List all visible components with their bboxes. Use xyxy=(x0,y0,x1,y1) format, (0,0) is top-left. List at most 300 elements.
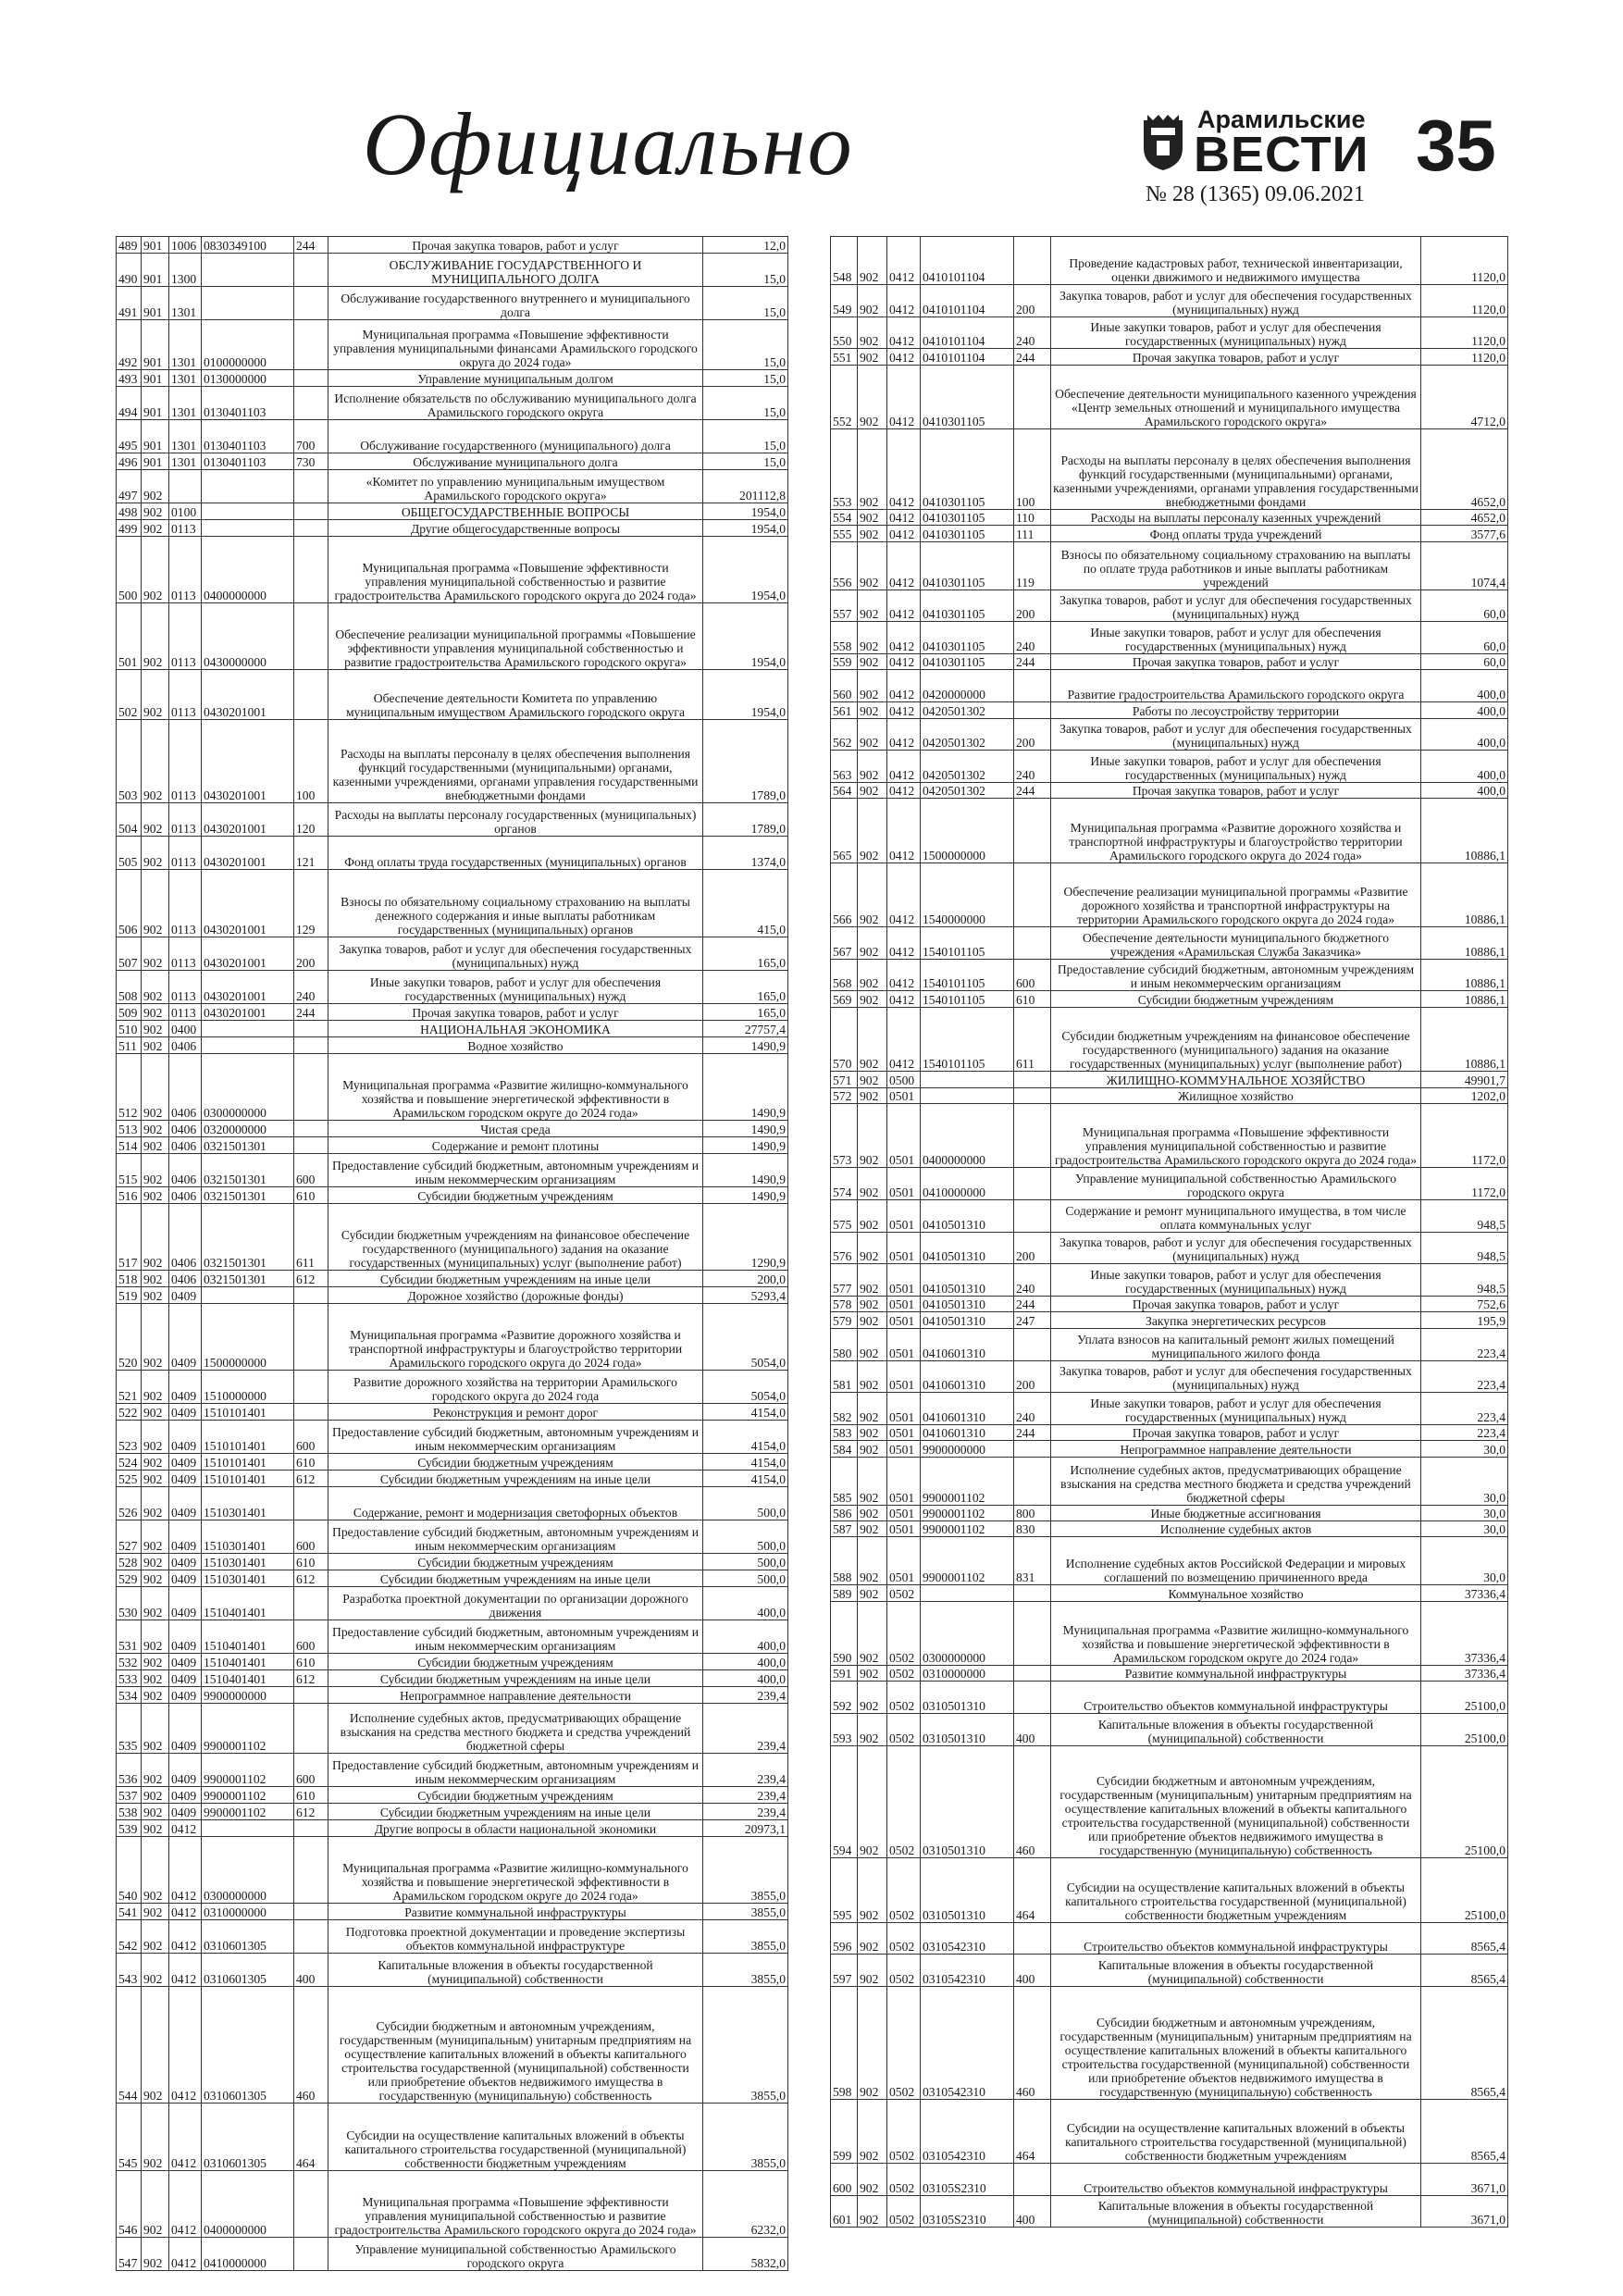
section-code-cell: 0412 xyxy=(169,1920,202,1954)
amount-cell: 400,0 xyxy=(1421,782,1508,798)
target-article-code-cell: 0400000000 xyxy=(921,1103,1014,1167)
table-row xyxy=(117,803,788,837)
expense-type-code-cell: 200 xyxy=(1014,1360,1051,1393)
amount-cell: 1490,9 xyxy=(703,1053,788,1120)
section-code-cell: 0406 xyxy=(169,1203,202,1270)
section-code-cell: 0412 xyxy=(887,509,921,525)
table-row xyxy=(117,970,788,1003)
table-row xyxy=(831,927,1508,960)
amount-cell: 4712,0 xyxy=(1421,365,1508,428)
table-row xyxy=(117,1470,788,1486)
amount-cell: 1290,9 xyxy=(703,1203,788,1270)
table-row xyxy=(831,1714,1508,1746)
row-number-cell: 598 xyxy=(831,1987,858,2099)
target-article-code-cell: 0430201001 xyxy=(202,670,294,720)
ministry-code-cell: 902 xyxy=(858,590,887,622)
table-row xyxy=(117,2170,788,2237)
expense-type-code-cell: 400 xyxy=(1014,1714,1051,1746)
expense-type-code-cell: 464 xyxy=(294,2104,328,2170)
ministry-code-cell: 902 xyxy=(858,622,887,654)
expense-type-code-cell xyxy=(294,1587,328,1620)
ministry-code-cell: 902 xyxy=(858,2099,887,2163)
row-number-cell: 558 xyxy=(831,622,858,654)
target-article-code-cell xyxy=(202,1020,294,1036)
expense-type-code-cell xyxy=(1014,1200,1051,1233)
item-name-cell: ОБЩЕГОСУДАРСТВЕННЫЕ ВОПРОСЫ xyxy=(328,503,703,520)
table-row xyxy=(117,1920,788,1954)
section-code-cell: 0502 xyxy=(887,2164,921,2196)
ministry-code-cell: 902 xyxy=(858,959,887,991)
amount-cell: 1120,0 xyxy=(1421,316,1508,349)
section-code-cell: 0113 xyxy=(169,970,202,1003)
row-number-cell: 536 xyxy=(117,1754,142,1787)
row-number-cell: 491 xyxy=(117,287,142,320)
amount-cell: 1490,9 xyxy=(703,1186,788,1203)
item-name-cell: Субсидии бюджетным учреждениям xyxy=(328,1554,703,1570)
section-code-cell: 0501 xyxy=(887,1232,921,1264)
row-number-cell: 554 xyxy=(831,509,858,525)
ministry-code-cell: 902 xyxy=(858,1666,887,1682)
item-name-cell: Предоставление субсидий бюджетным, автономным учреждениям и иным некоммерческим организациям xyxy=(1051,959,1421,991)
ministry-code-cell: 902 xyxy=(142,1520,169,1554)
table-row xyxy=(831,526,1508,541)
target-article-code-cell: 1510301401 xyxy=(202,1520,294,1554)
expense-type-code-cell: 244 xyxy=(1014,1424,1051,1440)
table-row xyxy=(117,320,788,370)
row-number-cell: 532 xyxy=(117,1654,142,1670)
ministry-code-cell: 902 xyxy=(142,1420,169,1453)
amount-cell: 15,0 xyxy=(703,287,788,320)
section-code-cell: 0113 xyxy=(169,870,202,937)
row-number-cell: 542 xyxy=(117,1920,142,1954)
section-code-cell: 0412 xyxy=(887,927,921,960)
amount-cell: 25100,0 xyxy=(1421,1682,1508,1714)
expense-type-code-cell: 240 xyxy=(1014,1264,1051,1297)
row-number-cell: 523 xyxy=(117,1420,142,1453)
row-number-cell: 507 xyxy=(117,937,142,970)
amount-cell: 27757,4 xyxy=(703,1020,788,1036)
target-article-code-cell: 0310601305 xyxy=(202,1954,294,1987)
table-row xyxy=(831,2195,1508,2228)
row-number-cell: 525 xyxy=(117,1470,142,1486)
expense-type-code-cell xyxy=(294,2237,328,2270)
target-article-code-cell: 0410301105 xyxy=(921,622,1014,654)
table-row xyxy=(831,654,1508,670)
item-name-cell: Субсидии бюджетным и автономным учреждениям, государственным (муниципальным) унитарным предприятиям на осуществление капитальных вложений в объекты капитального строительства государственной (муниципальной) собственности или приобретение объектов недвижимого имущества в государственную (муниципальную) собственность xyxy=(1051,1987,1421,2099)
amount-cell: 400,0 xyxy=(1421,702,1508,718)
section-code-cell: 0501 xyxy=(887,1457,921,1505)
item-name-cell: Муниципальная программа «Развитие жилищно-коммунального хозяйства и повышение энергетической эффективности в Арамильском городском округе до 2024 года» xyxy=(328,1837,703,1904)
section-code-cell: 0412 xyxy=(887,702,921,718)
ministry-code-cell: 902 xyxy=(858,1424,887,1440)
item-name-cell: Управление муниципальной собственностью Арамильского городского округа xyxy=(328,2237,703,2270)
section-code-cell: 0100 xyxy=(169,503,202,520)
expense-type-code-cell: 600 xyxy=(294,1520,328,1554)
row-number-cell: 565 xyxy=(831,799,858,863)
section-code-cell: 0406 xyxy=(169,1120,202,1136)
target-article-code-cell: 0400000000 xyxy=(202,537,294,603)
expense-type-code-cell: 610 xyxy=(294,1453,328,1470)
item-name-cell: Прочая закупка товаров, работ и услуг xyxy=(1051,654,1421,670)
table-row xyxy=(117,1453,788,1470)
target-article-code-cell: 0410000000 xyxy=(202,2237,294,2270)
table-row xyxy=(117,287,788,320)
row-number-cell: 583 xyxy=(831,1424,858,1440)
table-row xyxy=(117,1570,788,1587)
expense-type-code-cell: 200 xyxy=(1014,1232,1051,1264)
target-article-code-cell: 0321501301 xyxy=(202,1186,294,1203)
table-row xyxy=(117,387,788,420)
target-article-code-cell: 0130401103 xyxy=(202,420,294,453)
table-row xyxy=(831,1666,1508,1682)
row-number-cell: 577 xyxy=(831,1264,858,1297)
section-code-cell: 0409 xyxy=(169,1754,202,1787)
expense-type-code-cell: 464 xyxy=(1014,2099,1051,2163)
target-article-code-cell: 1510101401 xyxy=(202,1420,294,1453)
section-code-cell: 0409 xyxy=(169,1620,202,1654)
ministry-code-cell: 902 xyxy=(142,1053,169,1120)
row-number-cell: 529 xyxy=(117,1570,142,1587)
section-code-cell: 0412 xyxy=(169,1987,202,2104)
amount-cell: 1120,0 xyxy=(1421,237,1508,285)
table-row xyxy=(831,959,1508,991)
target-article-code-cell: 1500000000 xyxy=(921,799,1014,863)
target-article-code-cell: 9900001102 xyxy=(921,1537,1014,1585)
section-code-cell: 0409 xyxy=(169,1554,202,1570)
expense-type-code-cell: 119 xyxy=(1014,541,1051,590)
ministry-code-cell: 902 xyxy=(142,1787,169,1804)
item-name-cell: Субсидии на осуществление капитальных вложений в объекты капитального строительства государственной (муниципальной) собственности бюджетным учреждениям xyxy=(328,2104,703,2170)
ministry-code-cell: 902 xyxy=(142,1120,169,1136)
amount-cell: 4652,0 xyxy=(1421,509,1508,525)
row-number-cell: 579 xyxy=(831,1312,858,1328)
table-row xyxy=(831,1360,1508,1393)
ministry-code-cell: 902 xyxy=(858,1585,887,1601)
table-row xyxy=(117,1754,788,1787)
ministry-code-cell: 902 xyxy=(142,1837,169,1904)
section-code-cell: 0409 xyxy=(169,1403,202,1420)
expense-type-code-cell xyxy=(294,1486,328,1520)
row-number-cell: 493 xyxy=(117,370,142,387)
row-number-cell: 519 xyxy=(117,1286,142,1303)
section-code-cell: 1301 xyxy=(169,320,202,370)
section-code-cell: 0113 xyxy=(169,937,202,970)
ministry-code-cell: 902 xyxy=(858,349,887,365)
expense-type-code-cell: 831 xyxy=(1014,1537,1051,1585)
table-row xyxy=(831,509,1508,525)
table-row xyxy=(117,1486,788,1520)
row-number-cell: 510 xyxy=(117,1020,142,1036)
target-article-code-cell: 0300000000 xyxy=(202,1837,294,1904)
ministry-code-cell: 902 xyxy=(142,970,169,1003)
row-number-cell: 538 xyxy=(117,1804,142,1820)
table-row xyxy=(831,799,1508,863)
target-article-code-cell: 0430201001 xyxy=(202,837,294,870)
table-row xyxy=(117,2104,788,2170)
item-name-cell: Субсидии бюджетным учреждениям на иные цели xyxy=(328,1670,703,1687)
expense-type-code-cell: 110 xyxy=(1014,509,1051,525)
target-article-code-cell: 0420501302 xyxy=(921,782,1014,798)
table-row xyxy=(831,1072,1508,1087)
item-name-cell: Дорожное хозяйство (дорожные фонды) xyxy=(328,1286,703,1303)
expense-type-code-cell xyxy=(294,1120,328,1136)
target-article-code-cell: 0310542310 xyxy=(921,1955,1014,1987)
ministry-code-cell: 902 xyxy=(858,654,887,670)
amount-cell: 20973,1 xyxy=(703,1820,788,1837)
expense-type-code-cell xyxy=(294,1286,328,1303)
item-name-cell: НАЦИОНАЛЬНАЯ ЭКОНОМИКА xyxy=(328,1020,703,1036)
row-number-cell: 601 xyxy=(831,2195,858,2228)
amount-cell: 500,0 xyxy=(703,1486,788,1520)
item-name-cell: Субсидии бюджетным учреждениям на иные цели xyxy=(328,1270,703,1286)
expense-type-code-cell xyxy=(1014,2164,1051,2196)
table-row xyxy=(831,1987,1508,2099)
target-article-code-cell: 0320000000 xyxy=(202,1120,294,1136)
amount-cell: 415,0 xyxy=(703,870,788,937)
section-code-cell: 0501 xyxy=(887,1360,921,1393)
ministry-code-cell: 902 xyxy=(142,1020,169,1036)
expense-type-code-cell: 600 xyxy=(294,1153,328,1186)
item-name-cell: Прочая закупка товаров, работ и услуг xyxy=(1051,1297,1421,1312)
target-article-code-cell: 1510101401 xyxy=(202,1403,294,1420)
target-article-code-cell: 0310601305 xyxy=(202,1920,294,1954)
row-number-cell: 592 xyxy=(831,1682,858,1714)
item-name-cell: Строительство объектов коммунальной инфраструктуры xyxy=(1051,1682,1421,1714)
section-code-cell: 0412 xyxy=(887,782,921,798)
table-row xyxy=(831,1682,1508,1714)
amount-cell: 223,4 xyxy=(1421,1360,1508,1393)
ministry-code-cell: 902 xyxy=(142,1654,169,1670)
item-name-cell: Закупка товаров, работ и услуг для обеспечения государственных (муниципальных) нужд xyxy=(1051,590,1421,622)
amount-cell: 3855,0 xyxy=(703,1987,788,2104)
item-name-cell: Расходы на выплаты персоналу государственных (муниципальных) органов xyxy=(328,803,703,837)
table-row xyxy=(117,1203,788,1270)
table-row xyxy=(117,420,788,453)
table-row xyxy=(831,1232,1508,1264)
amount-cell: 30,0 xyxy=(1421,1521,1508,1537)
item-name-cell: «Комитет по управлению муниципальным имуществом Арамильского городского округа» xyxy=(328,470,703,503)
section-code-cell: 0412 xyxy=(887,991,921,1007)
row-number-cell: 506 xyxy=(117,870,142,937)
amount-cell: 37336,4 xyxy=(1421,1666,1508,1682)
amount-cell: 1954,0 xyxy=(703,520,788,537)
section-code-cell: 0409 xyxy=(169,1286,202,1303)
table-row xyxy=(117,1787,788,1804)
item-name-cell: Муниципальная программа «Развитие дорожного хозяйства и транспортной инфраструктуры и благоустройство территории Арамильского городского округа до 2024 года» xyxy=(1051,799,1421,863)
ministry-code-cell: 902 xyxy=(858,1922,887,1955)
amount-cell: 25100,0 xyxy=(1421,1714,1508,1746)
amount-cell: 1789,0 xyxy=(703,803,788,837)
amount-cell: 223,4 xyxy=(1421,1328,1508,1360)
row-number-cell: 569 xyxy=(831,991,858,1007)
ministry-code-cell: 902 xyxy=(858,782,887,798)
table-row xyxy=(831,237,1508,285)
table-row xyxy=(831,1858,1508,1922)
target-article-code-cell: 0130401103 xyxy=(202,453,294,470)
ministry-code-cell: 902 xyxy=(858,1601,887,1665)
section-code-cell: 0502 xyxy=(887,1585,921,1601)
target-article-code-cell: 0430201001 xyxy=(202,937,294,970)
expense-type-code-cell: 244 xyxy=(1014,349,1051,365)
table-row xyxy=(117,254,788,287)
expense-type-code-cell: 240 xyxy=(1014,1393,1051,1425)
amount-cell: 3671,0 xyxy=(1421,2164,1508,2196)
expense-type-code-cell: 730 xyxy=(294,453,328,470)
item-name-cell: Субсидии бюджетным учреждениям xyxy=(328,1186,703,1203)
amount-cell: 1954,0 xyxy=(703,670,788,720)
amount-cell: 1954,0 xyxy=(703,537,788,603)
target-article-code-cell: 0430201001 xyxy=(202,870,294,937)
target-article-code-cell: 9900001102 xyxy=(202,1804,294,1820)
amount-cell: 60,0 xyxy=(1421,622,1508,654)
row-number-cell: 568 xyxy=(831,959,858,991)
expense-type-code-cell xyxy=(294,370,328,387)
item-name-cell: Другие вопросы в области национальной экономики xyxy=(328,1820,703,1837)
ministry-code-cell: 902 xyxy=(142,1620,169,1654)
amount-cell: 10886,1 xyxy=(1421,1007,1508,1071)
table-row xyxy=(117,1837,788,1904)
section-code-cell: 0409 xyxy=(169,1570,202,1587)
row-number-cell: 559 xyxy=(831,654,858,670)
table-row xyxy=(831,429,1508,510)
row-number-cell: 540 xyxy=(117,1837,142,1904)
table-row xyxy=(117,1036,788,1053)
table-row xyxy=(117,1587,788,1620)
row-number-cell: 498 xyxy=(117,503,142,520)
table-row xyxy=(117,1136,788,1153)
target-article-code-cell: 0420501302 xyxy=(921,718,1014,751)
item-name-cell: ЖИЛИЩНО-КОММУНАЛЬНОЕ ХОЗЯЙСТВО xyxy=(1051,1072,1421,1087)
expense-type-code-cell: 612 xyxy=(294,1804,328,1820)
section-code-cell: 1301 xyxy=(169,453,202,470)
table-row xyxy=(831,1297,1508,1312)
expense-type-code-cell: 244 xyxy=(294,1003,328,1020)
table-row xyxy=(831,1601,1508,1665)
target-article-code-cell xyxy=(202,503,294,520)
amount-cell: 165,0 xyxy=(703,970,788,1003)
amount-cell: 10886,1 xyxy=(1421,863,1508,926)
item-name-cell: Предоставление субсидий бюджетным, автономным учреждениям и иным некоммерческим организациям xyxy=(328,1153,703,1186)
ministry-code-cell: 902 xyxy=(858,927,887,960)
expense-type-code-cell xyxy=(1014,1103,1051,1167)
expense-type-code-cell xyxy=(294,320,328,370)
item-name-cell: Взносы по обязательному социальному страхованию на выплаты по оплате труда работников и иные выплаты работникам учреждений xyxy=(1051,541,1421,590)
item-name-cell: Коммунальное хозяйство xyxy=(1051,1585,1421,1601)
row-number-cell: 520 xyxy=(117,1303,142,1370)
table-row xyxy=(117,1670,788,1687)
item-name-cell: Иные закупки товаров, работ и услуг для обеспечения государственных (муниципальных) нужд xyxy=(1051,1393,1421,1425)
section-code-cell: 0409 xyxy=(169,1470,202,1486)
expense-type-code-cell xyxy=(1014,1087,1051,1103)
target-article-code-cell xyxy=(921,1087,1014,1103)
table-row xyxy=(831,1441,1508,1457)
section-code-cell: 0412 xyxy=(169,1837,202,1904)
table-row xyxy=(117,2237,788,2270)
target-article-code-cell: 0430201001 xyxy=(202,720,294,803)
table-row xyxy=(117,1270,788,1286)
ministry-code-cell: 902 xyxy=(858,1441,887,1457)
row-number-cell: 513 xyxy=(117,1120,142,1136)
ministry-code-cell: 902 xyxy=(142,1470,169,1486)
item-name-cell: Обслуживание государственного (муниципального) долга xyxy=(328,420,703,453)
section-code-cell: 0412 xyxy=(169,1904,202,1920)
ministry-code-cell: 902 xyxy=(142,1303,169,1370)
section-code-cell: 0409 xyxy=(169,1670,202,1687)
ministry-code-cell: 902 xyxy=(142,1687,169,1704)
row-number-cell: 553 xyxy=(831,429,858,510)
expense-type-code-cell xyxy=(294,1020,328,1036)
table-row xyxy=(831,2099,1508,2163)
row-number-cell: 576 xyxy=(831,1232,858,1264)
expense-type-code-cell: 120 xyxy=(294,803,328,837)
target-article-code-cell: 0310501310 xyxy=(921,1682,1014,1714)
target-article-code-cell: 0310601305 xyxy=(202,1987,294,2104)
amount-cell: 400,0 xyxy=(703,1654,788,1670)
expense-type-code-cell: 460 xyxy=(294,1987,328,2104)
row-number-cell: 535 xyxy=(117,1704,142,1754)
section-code-cell: 0113 xyxy=(169,520,202,537)
item-name-cell: Другие общегосударственные вопросы xyxy=(328,520,703,537)
row-number-cell: 501 xyxy=(117,603,142,670)
expense-type-code-cell: 464 xyxy=(1014,1858,1051,1922)
ministry-code-cell: 902 xyxy=(142,1570,169,1587)
ministry-code-cell: 901 xyxy=(142,320,169,370)
section-code-cell: 0502 xyxy=(887,2099,921,2163)
target-article-code-cell: 0300000000 xyxy=(202,1053,294,1120)
target-article-code-cell: 0430000000 xyxy=(202,603,294,670)
item-name-cell: Субсидии бюджетным учреждениям xyxy=(328,1453,703,1470)
ministry-code-cell: 902 xyxy=(858,526,887,541)
ministry-code-cell: 902 xyxy=(142,1003,169,1020)
section-code-cell: 0412 xyxy=(887,654,921,670)
table-row xyxy=(831,590,1508,622)
amount-cell: 400,0 xyxy=(1421,670,1508,702)
section-code-cell: 0409 xyxy=(169,1303,202,1370)
target-article-code-cell xyxy=(202,470,294,503)
expense-type-code-cell: 611 xyxy=(1014,1007,1051,1071)
item-name-cell: Развитие дорожного хозяйства на территории Арамильского городского округа до 2024 года xyxy=(328,1370,703,1403)
table-row xyxy=(831,1424,1508,1440)
row-number-cell: 586 xyxy=(831,1505,858,1520)
ministry-code-cell: 902 xyxy=(858,285,887,317)
amount-cell: 5054,0 xyxy=(703,1370,788,1403)
section-code-cell: 0409 xyxy=(169,1687,202,1704)
target-article-code-cell: 0300000000 xyxy=(921,1601,1014,1665)
ministry-code-cell: 902 xyxy=(858,1087,887,1103)
table-row xyxy=(831,1168,1508,1200)
expense-type-code-cell: 240 xyxy=(1014,751,1051,783)
expense-type-code-cell: 244 xyxy=(1014,654,1051,670)
amount-cell: 4154,0 xyxy=(703,1420,788,1453)
ministry-code-cell: 902 xyxy=(858,1072,887,1087)
row-number-cell: 560 xyxy=(831,670,858,702)
item-name-cell: Водное хозяйство xyxy=(328,1036,703,1053)
section-code-cell: 0412 xyxy=(169,1954,202,1987)
item-name-cell: Муниципальная программа «Развитие дорожного хозяйства и транспортной инфраструктуры и благоустройство территории Арамильского городского округа до 2024 года» xyxy=(328,1303,703,1370)
row-number-cell: 518 xyxy=(117,1270,142,1286)
amount-cell: 239,4 xyxy=(703,1754,788,1787)
section-code-cell: 0501 xyxy=(887,1087,921,1103)
table-row xyxy=(831,751,1508,783)
ministry-code-cell: 902 xyxy=(858,1200,887,1233)
amount-cell: 500,0 xyxy=(703,1554,788,1570)
amount-cell: 3577,6 xyxy=(1421,526,1508,541)
table-row xyxy=(117,520,788,537)
table-row xyxy=(831,1312,1508,1328)
section-code-cell: 0501 xyxy=(887,1537,921,1585)
table-row xyxy=(117,1120,788,1136)
ministry-code-cell: 902 xyxy=(858,863,887,926)
